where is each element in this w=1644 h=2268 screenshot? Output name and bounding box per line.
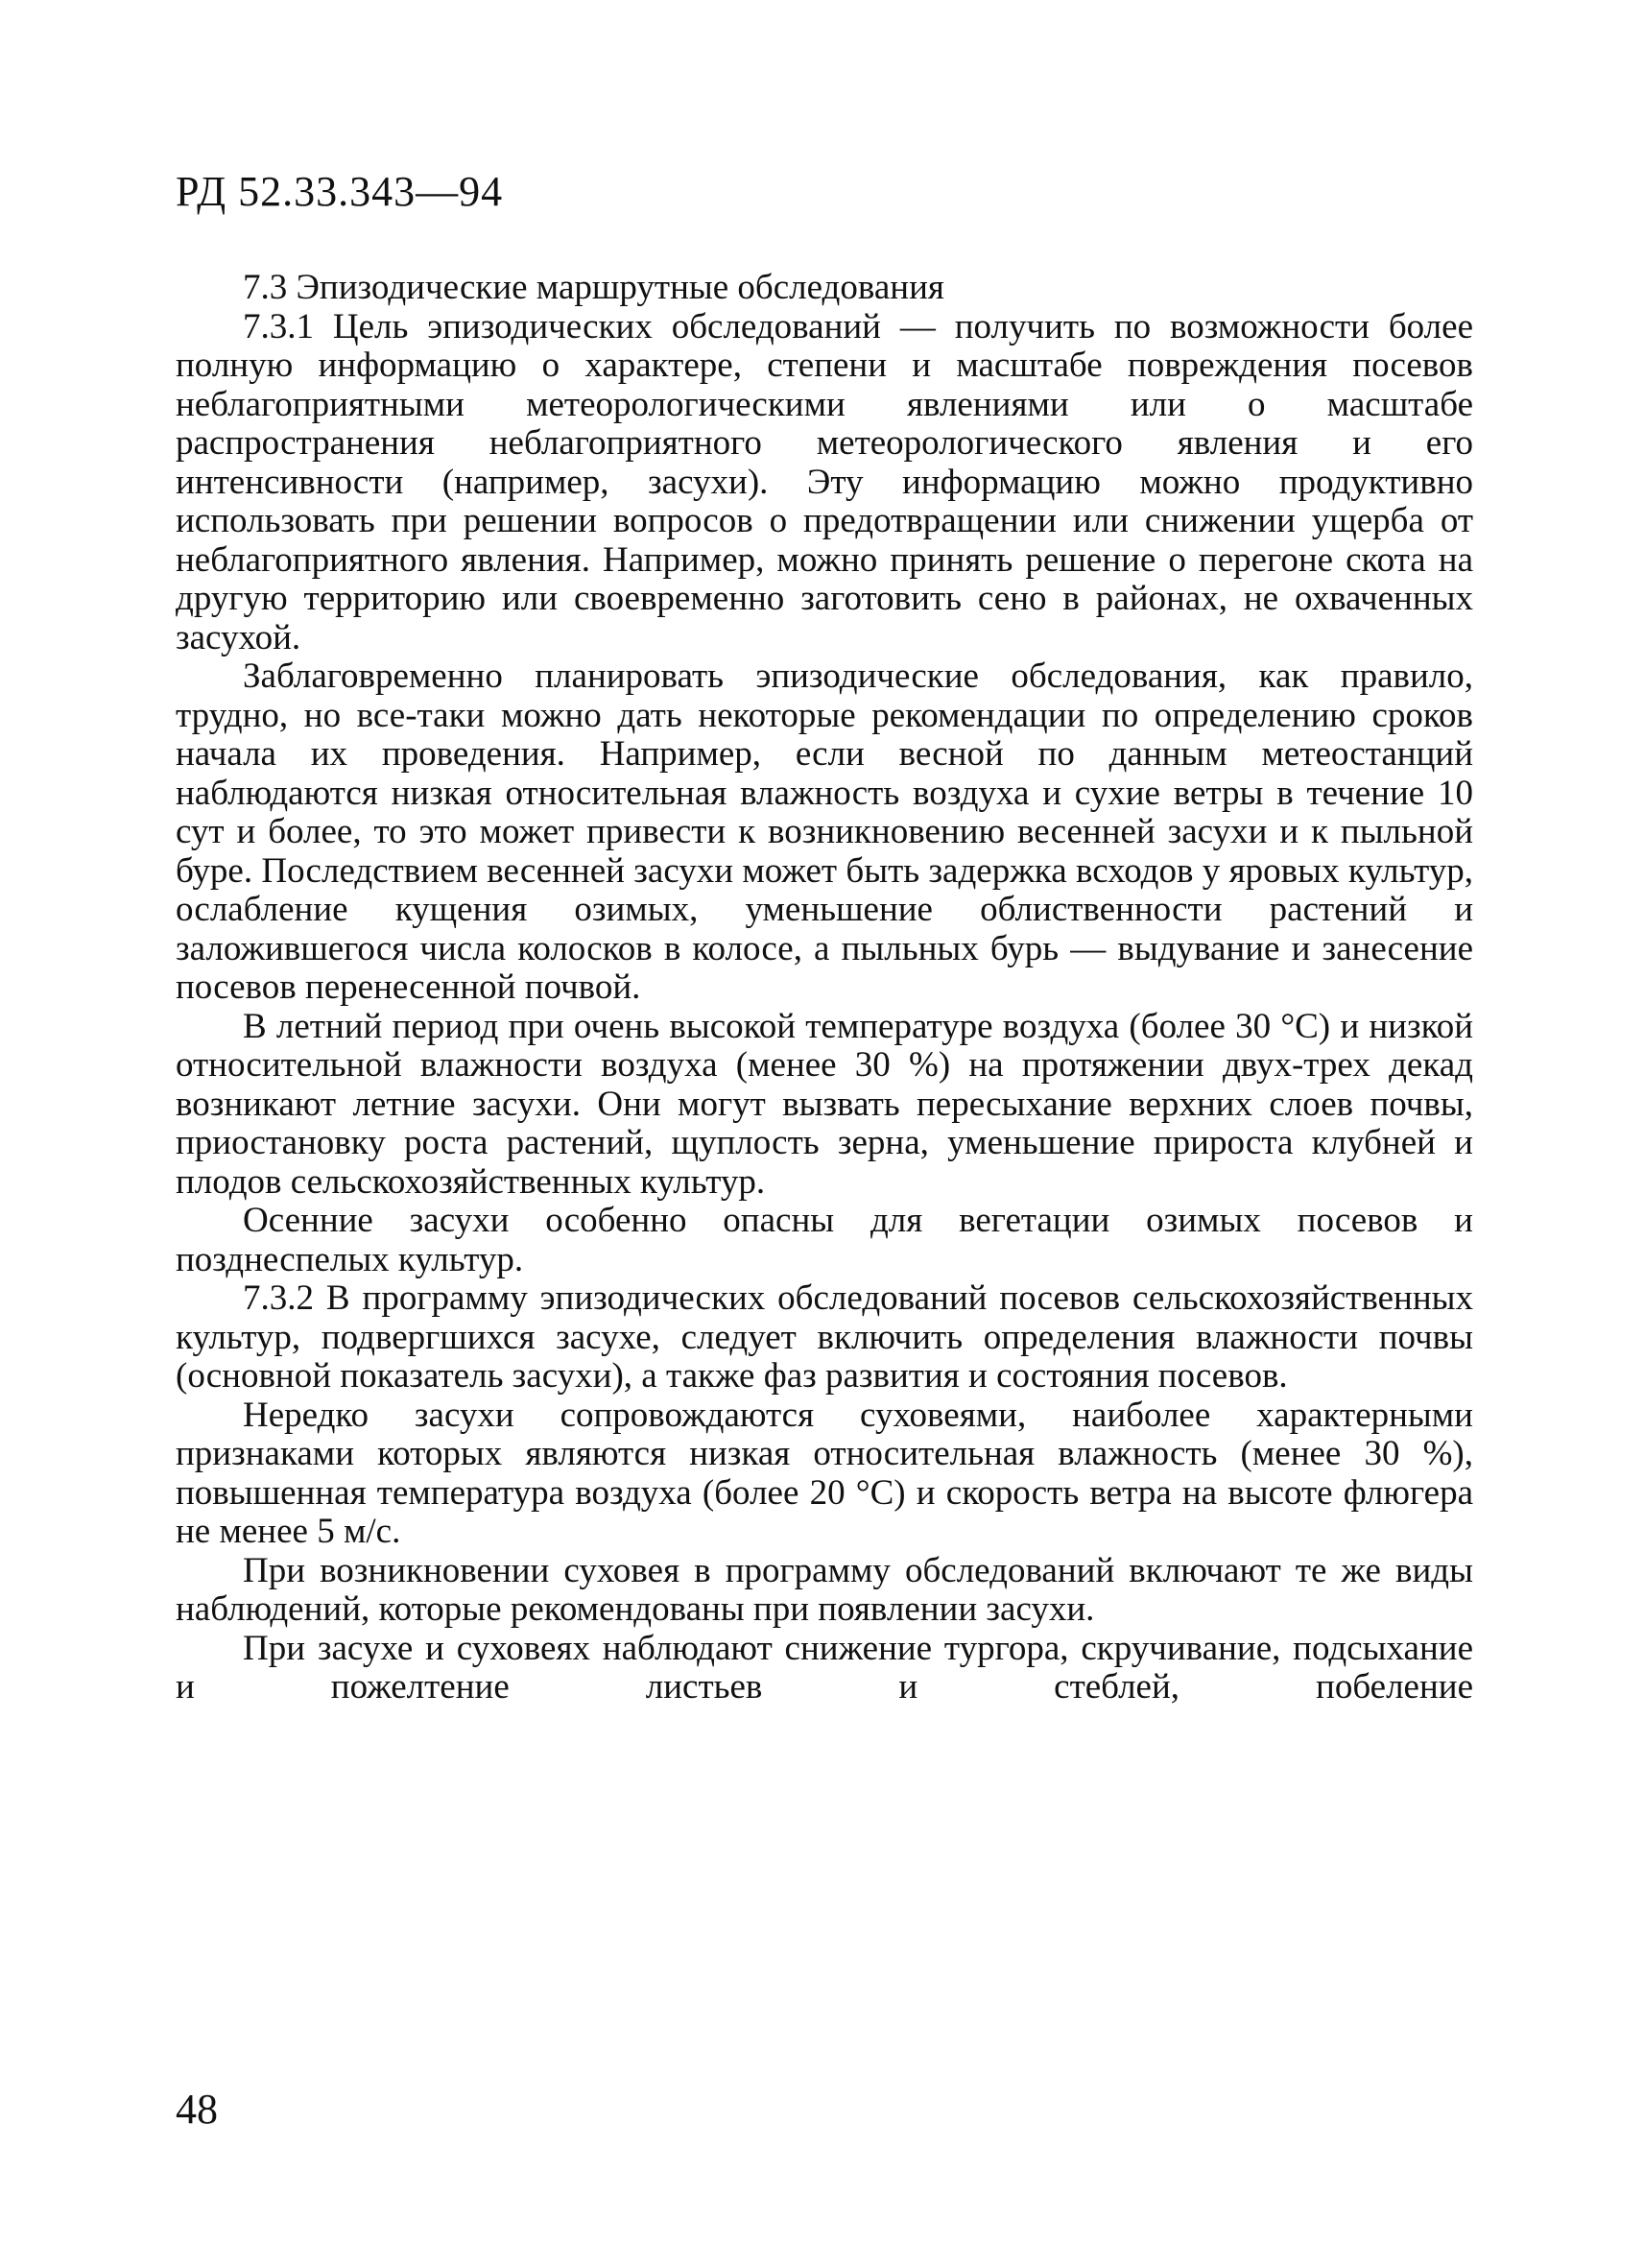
document-identifier: РД 52.33.343—94 bbox=[176, 168, 504, 215]
page-number: 48 bbox=[176, 2086, 218, 2133]
paragraph: Осенние засухи особенно опасны для вегетации озимых посевов и позднеспелых культур. bbox=[176, 1201, 1473, 1279]
paragraph: Заблаговременно планировать эпизодические обследования, как правило, трудно, но все-таки можно дать некоторые рекомендации по определению сроков начала их проведения. Например, если весной по данным метеостанций наблюдаются низкая относительная влажность воздуха и сухие ветры в течение 10 сут и более, то это может привести к возникновению весенней засухи и к пыльной буре. Последствием весенней засухи может быть задержка всходов у яровых культур, ослабление кущения озимых, уменьшение облиственности растений и заложившегося числа колосков в колосе, а пыльных бурь — выдувание и занесение посевов перенесенной почвой. bbox=[176, 657, 1473, 1007]
section-heading: 7.3 Эпизодические маршрутные обследования bbox=[243, 268, 944, 307]
paragraph: При возникновении суховея в программу обследований включают те же виды наблюдений, которые рекомендованы при появлении засухи. bbox=[176, 1550, 1473, 1629]
paragraph: 7.3.2 В программу эпизодических обследований посевов сельскохозяйственных культур, подвергшихся засухе, следует включить определения влажности почвы (основной показатель засухи), а также фаз развития и состояния посевов. bbox=[176, 1278, 1473, 1396]
paragraph: Нередко засухи сопровождаются суховеями, наиболее характерными признаками которых являются низкая относительная влажность (менее 30 %), повышенная температура воздуха (более 20 °С) и скорость ветра на высоте флюгера не менее 5 м/с. bbox=[176, 1395, 1473, 1551]
paragraph: В летний период при очень высокой температуре воздуха (более 30 °С) и низкой относительной влажности воздуха (менее 30 %) на протяжении двух-трех декад возникают летние засухи. Они могут вызвать пересыхание верхних слоев почвы, приостановку роста растений, щуплость зерна, уменьшение прироста клубней и плодов сельскохозяйственных культур. bbox=[176, 1006, 1473, 1202]
paragraph: 7.3.1 Цель эпизодических обследований — получить по возможности более полную информацию о характере, степени и масштабе повреждения посевов неблагоприятными метеорологическими явлениями или о масштабе распространения неблагоприятного метеорологического явления и его интенсивности (например, засухи). Эту информацию можно продуктивно использовать при решении вопросов о предотвращении или снижении ущерба от неблагоприятного явления. Например, можно принять решение о перегоне скота на другую территорию или своевременно заготовить сено в районах, не охваченных засухой. bbox=[176, 306, 1473, 657]
body-text bbox=[176, 269, 1473, 1707]
paragraph: При засухе и суховеях наблюдают снижение тургора, скручивание, подсыхание и пожелтение листьев и стеблей, побеление bbox=[176, 1628, 1473, 1707]
